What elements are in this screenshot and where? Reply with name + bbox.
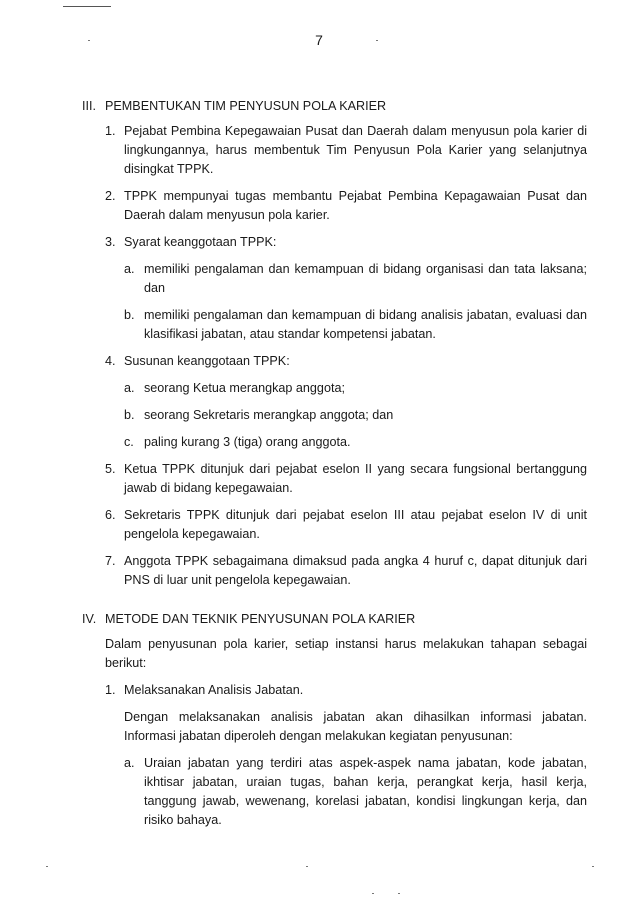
scan-speck xyxy=(592,866,594,867)
section-iii-numeral: III. xyxy=(82,99,96,113)
scan-speck xyxy=(398,893,400,894)
section-iv-numeral: IV. xyxy=(82,612,97,626)
item-number: 5. xyxy=(105,462,116,476)
sub-list-item xyxy=(124,379,587,398)
scan-speck xyxy=(372,893,374,894)
item-number: 6. xyxy=(105,508,116,522)
item-text: TPPK mempunyai tugas membantu Pejabat Pembina Kepagawaian Pusat dan Daerah dalam menyusun pola karier. xyxy=(124,189,587,222)
sub-list-item xyxy=(124,433,587,452)
list-item xyxy=(105,233,587,252)
item-text: Pejabat Pembina Kepegawaian Pusat dan Daerah dalam menyusun pola karier di lingkungannya, harus membentuk Tim Penyusun Pola Karier yang selanjutnya disingkat TPPK. xyxy=(124,124,587,176)
list-item xyxy=(105,352,587,371)
item-text: Susunan keanggotaan TPPK: xyxy=(124,354,290,368)
item-letter: a. xyxy=(124,381,135,395)
sub-list-item xyxy=(124,754,587,830)
scan-speck xyxy=(88,40,90,41)
item-letter: c. xyxy=(124,435,134,449)
document-body xyxy=(82,97,587,830)
section-iv-heading xyxy=(82,610,587,629)
item-text: paling kurang 3 (tiga) orang anggota. xyxy=(144,435,351,449)
sub-list-item xyxy=(124,306,587,344)
list-item xyxy=(105,460,587,498)
item-number: 1. xyxy=(105,683,116,697)
section-iii-body xyxy=(105,122,587,590)
item-number: 3. xyxy=(105,235,116,249)
scan-speck xyxy=(46,866,48,867)
analysis-paragraph: Dengan melaksanakan analisis jabatan akan dihasilkan informasi jabatan. Informasi jabatan diperoleh dengan melakukan kegiatan penyusunan: xyxy=(124,710,587,743)
item-text: Uraian jabatan yang terdiri atas aspek-aspek nama jabatan, kode jabatan, ikhtisar jabatan, uraian tugas, bahan kerja, perangkat kerja, hasil kerja, tanggung jawab, wewenang, korelasi jabatan, kondisi lingkungan kerja, dan risiko bahaya. xyxy=(144,756,587,827)
list-item xyxy=(105,122,587,179)
item-text: Anggota TPPK sebagaimana dimaksud pada angka 4 huruf c, dapat ditunjuk dari PNS di luar unit pengelola kepegawaian. xyxy=(124,554,587,587)
item-number: 7. xyxy=(105,554,116,568)
item-letter: a. xyxy=(124,756,135,770)
section-iii-title: PEMBENTUKAN TIM PENYUSUN POLA KARIER xyxy=(105,99,387,113)
item-text: Syarat keanggotaan TPPK: xyxy=(124,235,277,249)
item-text: seorang Sekretaris merangkap anggota; dan xyxy=(144,408,394,422)
list-item xyxy=(105,552,587,590)
page-number: 7 xyxy=(315,32,323,48)
item-text: memiliki pengalaman dan kemampuan di bidang analisis jabatan, evaluasi dan klasifikasi jabatan, atau standar kompetensi jabatan. xyxy=(144,308,587,341)
top-rule-mark xyxy=(63,6,111,7)
section-iv-intro: Dalam penyusunan pola karier, setiap instansi harus melakukan tahapan sebagai berikut: xyxy=(105,637,587,670)
item-number: 4. xyxy=(105,354,116,368)
item-text: seorang Ketua merangkap anggota; xyxy=(144,381,345,395)
scan-speck xyxy=(306,866,308,867)
section-iii-heading xyxy=(82,97,587,116)
sub-list-item xyxy=(124,260,587,298)
item-number: 1. xyxy=(105,124,116,138)
item-text: Sekretaris TPPK ditunjuk dari pejabat eselon III atau pejabat eselon IV di unit pengelola kepegawaian. xyxy=(124,508,587,541)
scan-speck xyxy=(376,40,378,41)
section-iv-body xyxy=(105,635,587,830)
section-iv-title: METODE DAN TEKNIK PENYUSUNAN POLA KARIER xyxy=(105,612,416,626)
list-item xyxy=(105,681,587,700)
item-text: Ketua TPPK ditunjuk dari pejabat eselon II yang secara fungsional bertanggung jawab di bidang kepegawaian. xyxy=(124,462,587,495)
item-letter: a. xyxy=(124,262,135,276)
item-text: Melaksanakan Analisis Jabatan. xyxy=(124,683,304,697)
item-number: 2. xyxy=(105,189,116,203)
item-text: memiliki pengalaman dan kemampuan di bidang organisasi dan tata laksana; dan xyxy=(144,262,587,295)
item-letter: b. xyxy=(124,308,135,322)
item-letter: b. xyxy=(124,408,135,422)
list-item xyxy=(105,506,587,544)
list-item xyxy=(105,187,587,225)
sub-list-item xyxy=(124,406,587,425)
